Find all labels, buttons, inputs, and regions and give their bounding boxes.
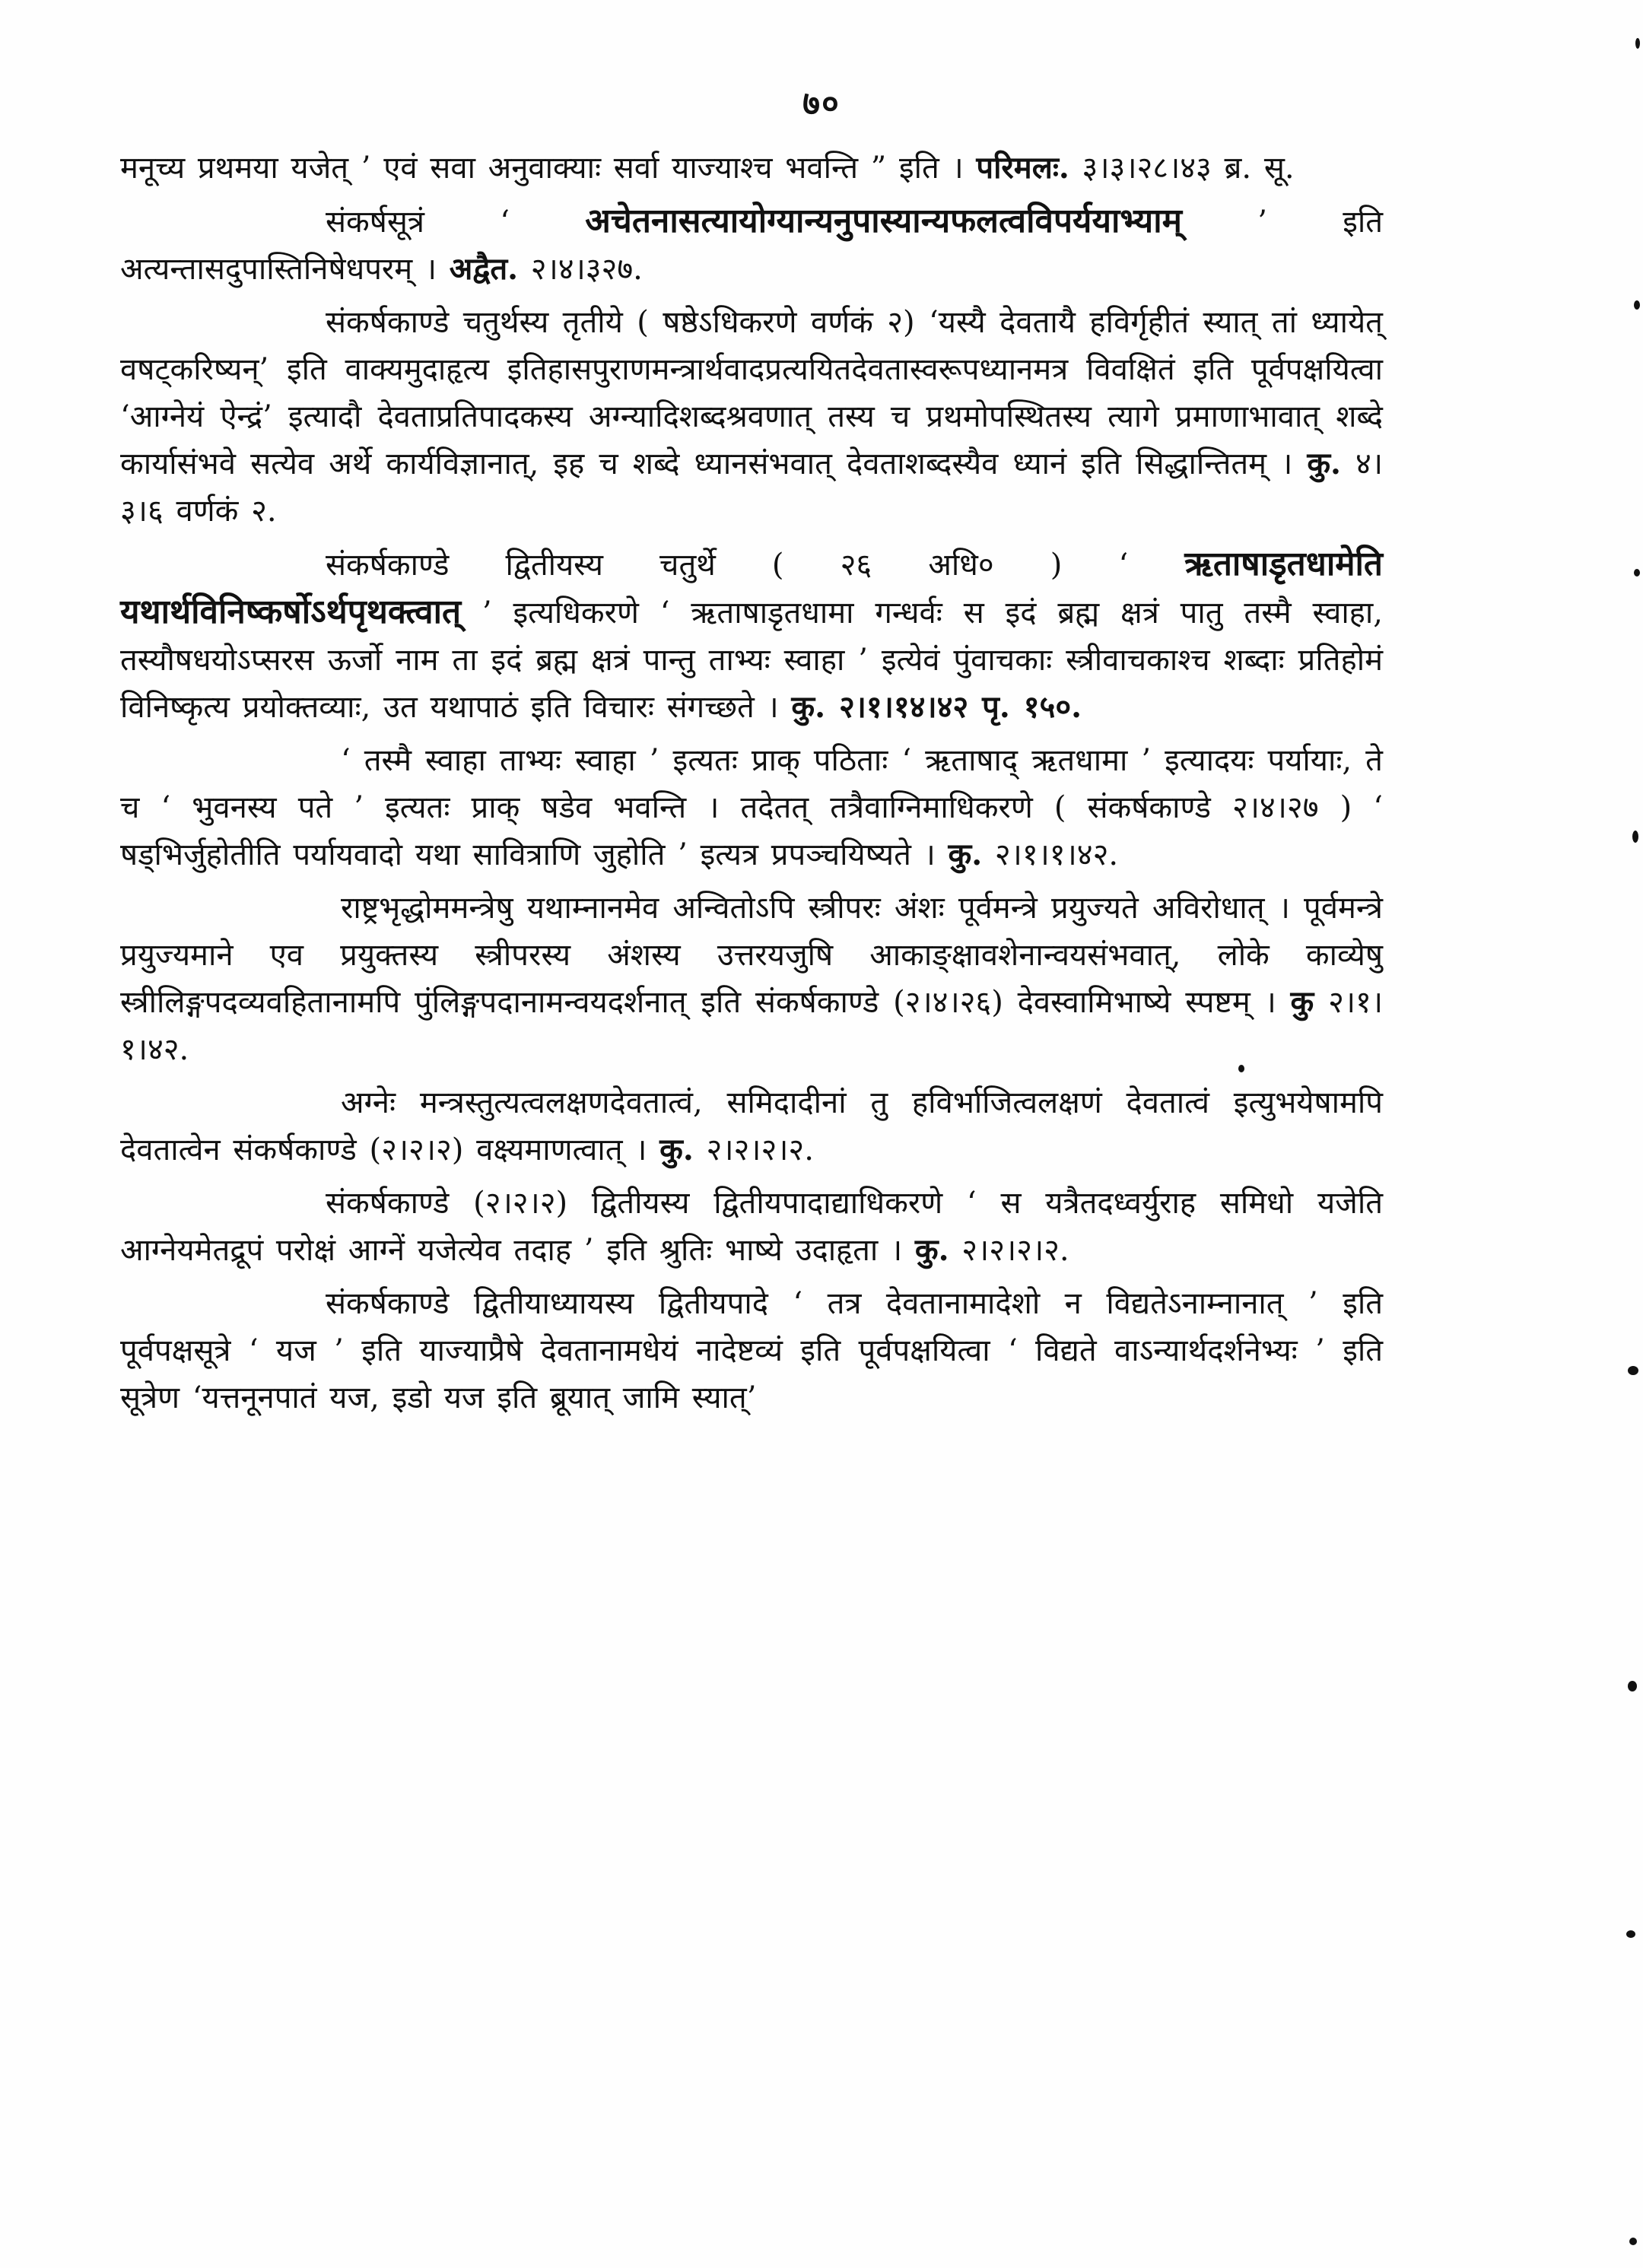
paragraph-1 <box>120 145 1383 192</box>
paragraph-7 <box>120 1079 1383 1174</box>
text-segment: ’ इति अत्यन्तासदुपास्तिनिषेधपरम् । <box>120 205 1383 287</box>
paragraph-8 <box>120 1180 1383 1274</box>
reference-number: २।४।३२७. <box>518 252 643 287</box>
text-segment: संकर्षकाण्डे (२।२।२) द्वितीयस्य द्वितीयपादाद्याधिकरणे ‘ स यत्रैतदध्वर्युराह समिधो यजेति आग्नेयमेतद्रूपं परोक्षं आग्नें यजेत्येव तदाह ’ इति श्रुतिः भाष्ये उदाहृता । <box>120 1186 1383 1268</box>
scan-speck <box>1634 300 1640 310</box>
paragraph-4 <box>120 541 1383 731</box>
reference-label: कु. <box>791 689 826 725</box>
scan-speck <box>1628 1681 1637 1691</box>
text-segment: ‘ तस्मै स्वाहा ताभ्यः स्वाहा ’ इत्यतः प्राक् पठिताः ‘ ऋताषाद् ऋतधामा ’ इत्यादयः पर्यायाः, ते च ‘ भुवनस्य पते ’ इत्यतः प्राक् षडेव भवन्ति । तदेतत् तत्रैवाग्निमाधिकरणे ( संकर्षकाण्डे २।४।२७ ) ‘ षड्भिर्जुहोतीति पर्यायवादो यथा सावित्राणि जुहोति ’ इत्यत्र प्रपञ्चयिष्यते । <box>120 743 1383 872</box>
text-segment: संकर्षकाण्डे चतुर्थस्य तृतीये ( षष्ठेऽधिकरणे वर्णकं २) ‘यस्यै देवतायै हविर्गृहीतं स्यात् तां ध्यायेत् वषट्करिष्यन्’ इति वाक्यमुदाहृत्य इतिहासपुराणमन्त्रार्थवादप्रत्ययितदेवतास्वरूपध्यानमत्र विवक्षितं इति पूर्वपक्षयित्वा ‘आग्नेयं ऐन्द्रं’ इत्यादौ देवताप्रतिपादकस्य अग्न्यादिशब्दश्रवणात् तस्य च प्रथमोपस्थितस्य त्यागे प्रमाणाभावात् शब्दे कार्यासंभवे सत्येव अर्थे कार्यविज्ञानात्, इह च शब्दे ध्यानसंभवात् देवताशब्दस्यैव ध्यानं इति सिद्धान्तितम् । <box>120 305 1383 481</box>
sutra-title: अचेतनासत्यायोग्यान्यनुपास्यान्यफलत्वविपर्ययाभ्याम् <box>585 202 1182 240</box>
reference-label: कु. <box>659 1132 694 1167</box>
paragraph-3 <box>120 299 1383 535</box>
text-segment: संकर्षकाण्डे द्वितीयस्य चतुर्थे ( २६ अधि० ) ‘ <box>326 548 1185 583</box>
reference-label: कु <box>1290 984 1314 1020</box>
scan-speck <box>1632 831 1638 843</box>
reference-label: कु. <box>948 837 983 872</box>
paragraph-5 <box>120 737 1383 878</box>
scan-speck <box>1238 1065 1244 1072</box>
reference-number: २।१।१४।४२ पृ. १५०. <box>825 689 1082 725</box>
sutra-title: ऋताषाडृतधामेति यथार्थविनिष्कर्षोऽर्थपृथक्त्वात् <box>120 545 1383 631</box>
paragraph-6 <box>120 885 1383 1073</box>
reference-number: २।१।१।४२. <box>120 985 1383 1067</box>
body-text <box>120 145 1383 1428</box>
reference-label: परिमलः. <box>976 150 1069 186</box>
scan-speck <box>1626 1930 1635 1938</box>
text-segment: राष्ट्रभृद्धोममन्त्रेषु यथाम्नानमेव अन्वितोऽपि स्त्रीपरः अंशः पूर्वमन्त्रे प्रयुज्यते अविरोधात् । पूर्वमन्त्रे प्रयुज्यमाने एव प्रयुक्तस्य स्त्रीपरस्य अंशस्य उत्तरयजुषि आकाङ्क्षावशेनान्वयसंभवात्, लोके काव्येषु स्त्रीलिङ्गपदव्यवहितानामपि पुंलिङ्गपदानामन्वयदर्शनात् इति संकर्षकाण्डे (२।४।२६) देवस्वामिभाष्ये स्पष्टम् । <box>120 891 1383 1020</box>
reference-number: ३।३।२८।४३ ब्र. सू. <box>1069 151 1295 186</box>
reference-number: २।२।२।२. <box>949 1233 1069 1268</box>
scan-speck <box>1629 2238 1637 2245</box>
text-segment: मनूच्य प्रथमया यजेत् ’ एवं सवा अनुवाक्याः सर्वा याज्याश्च भवन्ति ” इति । <box>120 151 977 186</box>
scan-speck <box>1628 1366 1638 1375</box>
paragraph-9 <box>120 1280 1383 1421</box>
scan-speck <box>1634 569 1640 577</box>
reference-number: ४।३।६ वर्णकं २. <box>120 446 1383 529</box>
scan-speck <box>1635 38 1640 49</box>
reference-label: कु. <box>914 1232 949 1268</box>
reference-number: २।१।१।४२. <box>982 837 1119 872</box>
text-segment: ’ इत्यधिकरणे ‘ ऋताषाडृतधामा गन्धर्वः स इदं ब्रह्म क्षत्रं पातु तस्मै स्वाहा, तस्यौषधयोऽप्सरस ऊर्जो नाम ता इदं ब्रह्म क्षत्रं पान्तु ताभ्यः स्वाहा ’ इत्येवं पुंवाचकाः स्त्रीवाचकाश्च शब्दाः प्रतिहोमं विनिष्कृत्य प्रयोक्तव्याः, उत यथापाठं इति विचारः संगच्छते । <box>120 596 1383 725</box>
reference-label: कु. <box>1307 446 1341 481</box>
reference-number: २।२।२।२. <box>693 1132 814 1167</box>
text-segment: अग्नेः मन्त्रस्तुत्यत्वलक्षणदेवतात्वं, समिदादीनां तु हविर्भाजित्वलक्षणं देवतात्वं इत्युभयेषामपि देवतात्वेन संकर्षकाण्डे (२।२।२) वक्ष्यमाणत्वात् । <box>120 1085 1383 1167</box>
page-number: ७० <box>802 84 841 123</box>
text-segment: संकर्षकाण्डे द्वितीयाध्यायस्य द्वितीयपादे ‘ तत्र देवतानामादेशो न विद्यतेऽनाम्नानात् ’ इति पूर्वपक्षसूत्रे ‘ यज ’ इति याज्याप्रैषे देवतानामधेयं नादेष्टव्यं इति पूर्वपक्षयित्वा ‘ विद्यते वाऽन्यार्थदर्शनेभ्यः ’ इति सूत्रेण ‘यत्तनूनपातं यज, इडो यज इति ब्रूयात् जामि स्यात्’ <box>120 1286 1383 1415</box>
text-segment: संकर्षसूत्रं ‘ <box>326 205 586 240</box>
paragraph-2 <box>120 198 1383 293</box>
reference-label: अद्वैत. <box>449 251 519 287</box>
